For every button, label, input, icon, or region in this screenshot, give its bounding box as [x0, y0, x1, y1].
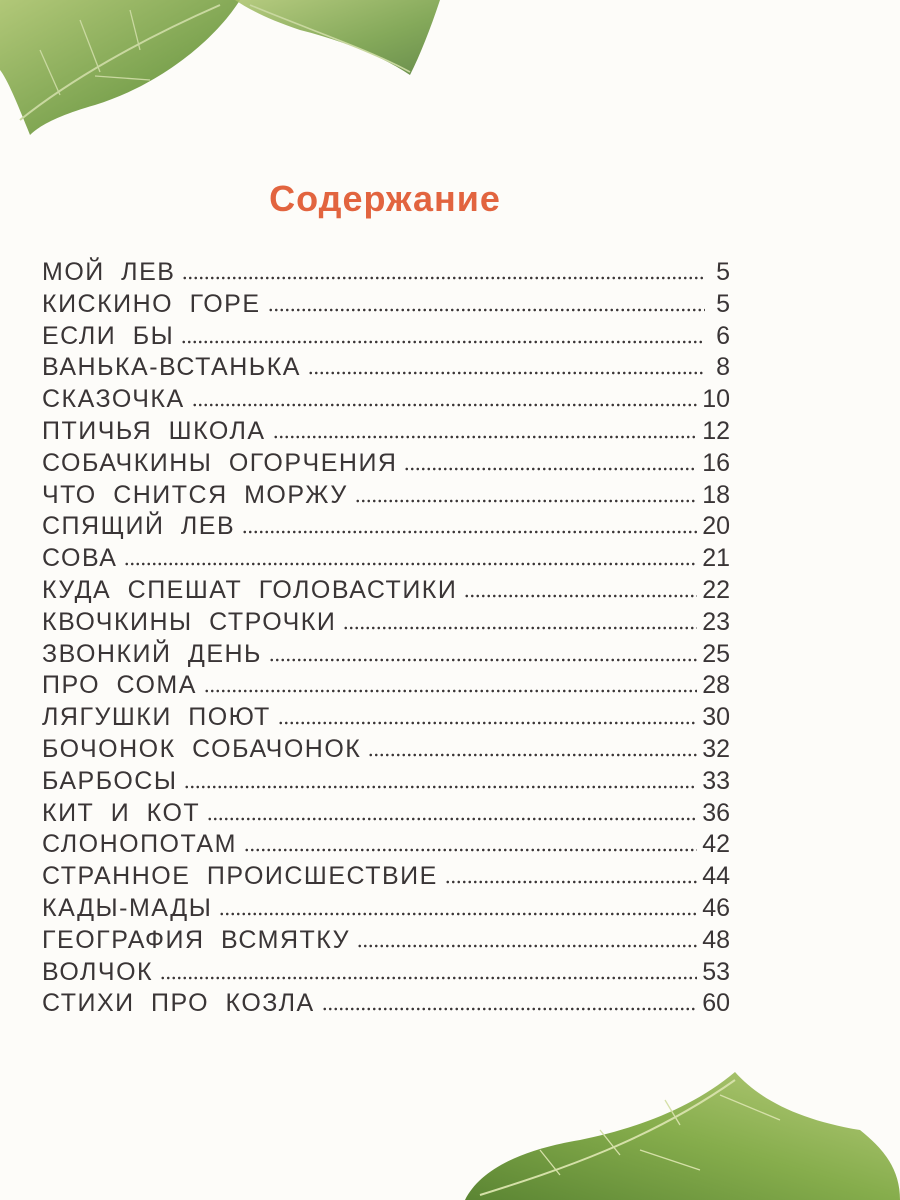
toc-entry: [42, 385, 730, 417]
toc-leader-dots: [278, 721, 697, 725]
toc-entry: [42, 449, 730, 481]
toc-entry-page: 30: [702, 703, 730, 732]
toc-entry-page: 33: [702, 766, 730, 795]
page-title: Содержание: [269, 178, 501, 219]
toc-leader-dots: [207, 817, 697, 821]
toc-entry-title: КИСКИНО ГОРЕ: [42, 289, 261, 318]
toc-entry-page: 32: [702, 734, 730, 763]
toc-entry-page: 5: [716, 258, 730, 286]
toc-entry-title: СТРАННОЕ ПРОИСШЕСТВИЕ: [42, 862, 438, 891]
toc-entry-page: 10: [702, 385, 730, 414]
toc-entry-page: 28: [702, 671, 730, 700]
toc-leader-dots: [204, 689, 697, 693]
toc-entry-title: СПЯЩИЙ ЛЕВ: [42, 512, 236, 541]
toc-leader-dots: [160, 976, 697, 980]
toc-entry-title: КИТ И КОТ: [42, 798, 201, 827]
toc-entry-page: 25: [702, 639, 730, 668]
toc-entry-title: КВОЧКИНЫ СТРОЧКИ: [42, 607, 337, 636]
toc-leader-dots: [445, 880, 697, 884]
toc-entry-title: КАДЫ-МАДЫ: [42, 893, 213, 922]
toc-entry: [42, 862, 730, 894]
toc-entry-page: 46: [702, 893, 730, 922]
toc-entry-title: БАРБОСЫ: [42, 766, 178, 795]
toc-entry-page: 12: [702, 416, 730, 445]
toc-entry-title: ВАНЬКА-ВСТАНЬКА: [42, 353, 301, 382]
toc-entry: [42, 353, 730, 385]
toc-entry-page: 8: [716, 353, 730, 382]
toc-entry-title: СТИХИ ПРО КОЗЛА: [42, 989, 315, 1018]
toc-entry-page: 23: [702, 607, 730, 636]
toc-entry-title: КУДА СПЕШАТ ГОЛОВАСТИКИ: [42, 575, 458, 604]
toc-leader-dots: [464, 594, 697, 598]
toc-entry-title: СЛОНОПОТАМ: [42, 830, 237, 859]
toc-entry: [42, 322, 730, 354]
toc-leader-dots: [355, 499, 697, 503]
toc-entry-page: 20: [702, 512, 730, 541]
toc-entry: [42, 258, 730, 290]
toc-leader-dots: [124, 562, 697, 566]
toc-leader-dots: [244, 848, 697, 852]
toc-entry-title: ЧТО СНИТСЯ МОРЖУ: [42, 480, 348, 509]
toc-entry: [42, 703, 730, 735]
toc-entry-title: МОЙ ЛЕВ: [42, 258, 176, 286]
toc-entry: [42, 608, 730, 640]
toc-leader-dots: [343, 626, 697, 630]
toc-leader-dots: [404, 467, 697, 471]
toc-entry-title: СОВА: [42, 544, 118, 573]
toc-leader-dots: [192, 403, 698, 407]
toc-leader-dots: [322, 1007, 698, 1011]
toc-entry: [42, 640, 730, 672]
toc-leader-dots: [368, 753, 697, 757]
toc-entry-page: 21: [702, 544, 730, 573]
toc-entry-title: ПТИЧЬЯ ШКОЛА: [42, 416, 266, 445]
toc-leader-dots: [181, 340, 705, 344]
toc-entry: [42, 735, 730, 767]
toc-entry: [42, 799, 730, 831]
toc-entry: [42, 544, 730, 576]
toc-entry: [42, 576, 730, 608]
toc-entry-title: ЕСЛИ БЫ: [42, 321, 175, 350]
toc-leader-dots: [242, 530, 697, 534]
toc-entry-title: ВОЛЧОК: [42, 957, 154, 986]
toc-leader-dots: [308, 371, 705, 375]
toc-entry-title: СОБАЧКИНЫ ОГОРЧЕНИЯ: [42, 448, 398, 477]
toc-entry-page: 22: [702, 575, 730, 604]
table-of-contents: [42, 258, 730, 1021]
toc-entry-title: ЗВОНКИЙ ДЕНЬ: [42, 639, 262, 668]
toc-leader-dots: [273, 435, 698, 439]
toc-entry-page: 16: [702, 448, 730, 477]
toc-entry-page: 53: [702, 957, 730, 986]
toc-entry-title: ЛЯГУШКИ ПОЮТ: [42, 703, 271, 732]
toc-entry: [42, 417, 730, 449]
toc-entry-title: ГЕОГРАФИЯ ВСМЯТКУ: [42, 925, 351, 954]
toc-entry-title: ПРО СОМА: [42, 671, 197, 700]
toc-entry-page: 48: [702, 925, 730, 954]
toc-entry-page: 18: [702, 480, 730, 509]
toc-leader-dots: [268, 308, 706, 312]
toc-leader-dots: [357, 944, 697, 948]
toc-leader-dots: [269, 658, 697, 662]
toc-entry-page: 36: [702, 798, 730, 827]
toc-leader-dots: [219, 912, 697, 916]
toc-entry: [42, 830, 730, 862]
toc-entry-title: БОЧОНОК СОБАЧОНОК: [42, 734, 362, 763]
toc-entry-page: 6: [716, 321, 730, 350]
toc-leader-dots: [182, 276, 705, 280]
toc-entry: [42, 767, 730, 799]
toc-leader-dots: [184, 785, 697, 789]
toc-entry: [42, 671, 730, 703]
toc-entry: [42, 512, 730, 544]
toc-entry-page: 44: [702, 862, 730, 891]
toc-entry-title: СКАЗОЧКА: [42, 385, 185, 414]
toc-entry-page: 42: [702, 830, 730, 859]
toc-entry-page: 5: [716, 289, 730, 318]
toc-entry: [42, 958, 730, 990]
toc-entry: [42, 290, 730, 322]
toc-entry: [42, 894, 730, 926]
toc-entry: [42, 481, 730, 513]
toc-entry: [42, 926, 730, 958]
toc-entry-page: 60: [702, 989, 730, 1018]
toc-entry: [42, 989, 730, 1021]
